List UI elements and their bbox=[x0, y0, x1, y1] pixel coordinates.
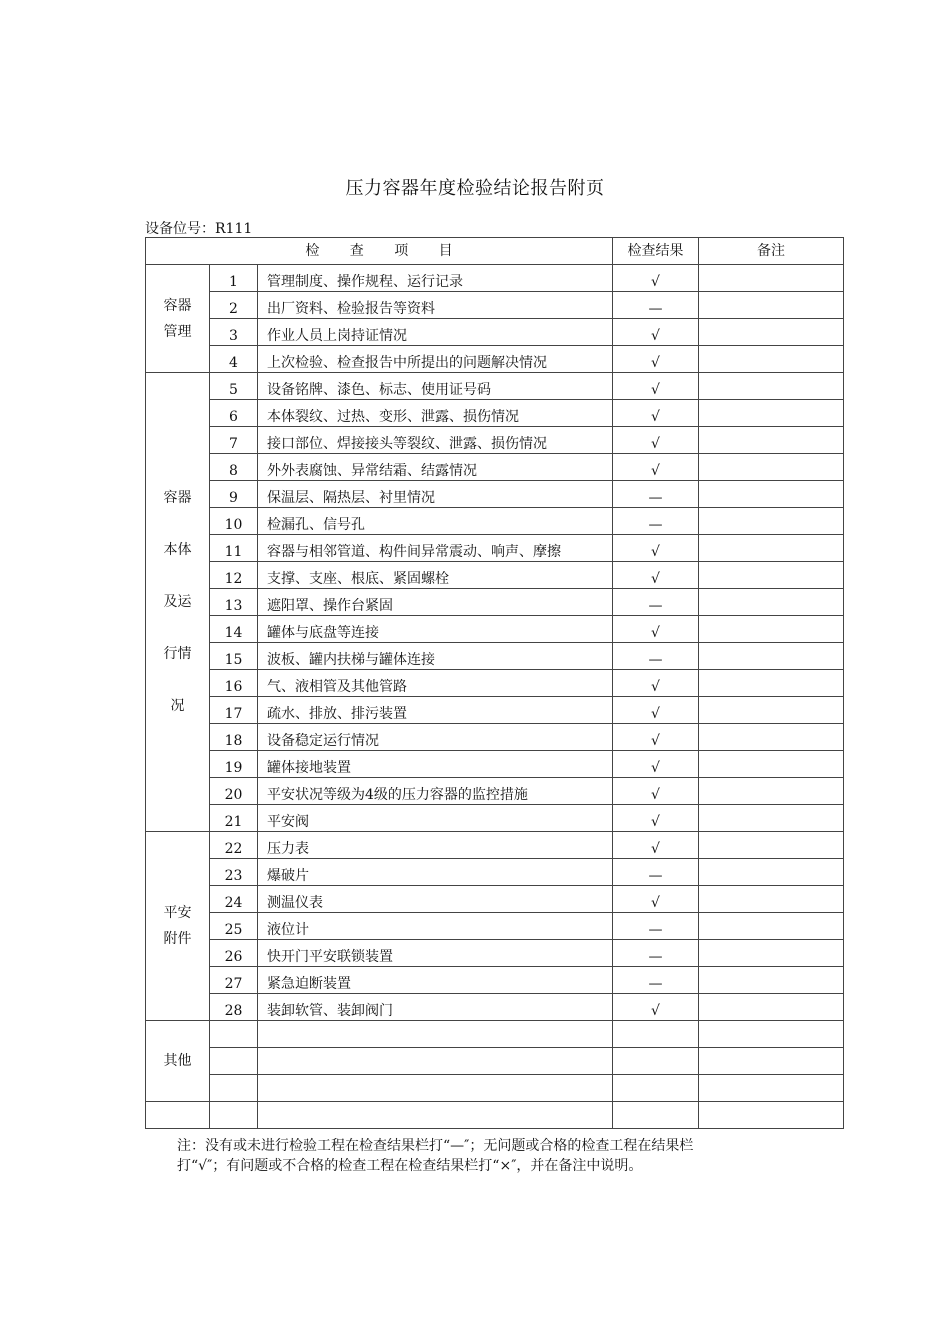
group-label-line: 其他 bbox=[163, 1053, 192, 1069]
item-result: √ bbox=[613, 670, 699, 697]
item-remark bbox=[699, 643, 844, 670]
table-row bbox=[146, 589, 844, 616]
footnote-line-2: 打“√″；有问题或不合格的检查工程在检查结果栏打“×″，并在备注中说明。 bbox=[177, 1158, 643, 1174]
table-row bbox=[146, 643, 844, 670]
group-label bbox=[146, 1021, 210, 1102]
item-remark bbox=[699, 562, 844, 589]
item-result: √ bbox=[613, 805, 699, 832]
item-number: 22 bbox=[210, 832, 258, 859]
item-number: 23 bbox=[210, 859, 258, 886]
inspection-table bbox=[145, 237, 844, 1129]
table-row bbox=[146, 535, 844, 562]
item-remark bbox=[699, 940, 844, 967]
group-label-line: 况 bbox=[170, 698, 185, 714]
table-row bbox=[146, 616, 844, 643]
item-description: 紧急迫断装置 bbox=[258, 967, 613, 994]
table-row bbox=[146, 481, 844, 508]
item-number: 27 bbox=[210, 967, 258, 994]
item-number: 18 bbox=[210, 724, 258, 751]
item-number: 28 bbox=[210, 994, 258, 1021]
item-description: 波板、罐内扶梯与罐体连接 bbox=[258, 643, 613, 670]
group-label-line: 附件 bbox=[163, 931, 192, 947]
item-result: — bbox=[613, 292, 699, 319]
header-remark: 备注 bbox=[699, 238, 844, 265]
item-remark bbox=[699, 1102, 844, 1129]
item-result bbox=[613, 1021, 699, 1048]
item-remark bbox=[699, 697, 844, 724]
item-remark bbox=[699, 427, 844, 454]
item-description: 快开门平安联锁装置 bbox=[258, 940, 613, 967]
item-remark bbox=[699, 994, 844, 1021]
item-result: √ bbox=[613, 265, 699, 292]
group-label-line: 行情 bbox=[163, 646, 192, 662]
header-item-label: 检 查 项 目 bbox=[305, 243, 453, 259]
item-number: 20 bbox=[210, 778, 258, 805]
item-description: 气、液相管及其他管路 bbox=[258, 670, 613, 697]
item-description: 罐体与底盘等连接 bbox=[258, 616, 613, 643]
item-number: 19 bbox=[210, 751, 258, 778]
item-number: 24 bbox=[210, 886, 258, 913]
item-result: √ bbox=[613, 778, 699, 805]
item-remark bbox=[699, 967, 844, 994]
item-result: √ bbox=[613, 886, 699, 913]
item-result bbox=[613, 1102, 699, 1129]
table-row bbox=[146, 940, 844, 967]
item-remark bbox=[699, 724, 844, 751]
table-row bbox=[146, 1021, 844, 1048]
item-remark bbox=[699, 616, 844, 643]
group-label-line: 平安 bbox=[163, 905, 192, 921]
item-result: — bbox=[613, 589, 699, 616]
item-description: 遮阳罩、操作台紧固 bbox=[258, 589, 613, 616]
item-description: 作业人员上岗持证情况 bbox=[258, 319, 613, 346]
item-result: √ bbox=[613, 562, 699, 589]
group-label bbox=[146, 832, 210, 1021]
item-number: 6 bbox=[210, 400, 258, 427]
item-description: 支撑、支座、根底、紧固螺栓 bbox=[258, 562, 613, 589]
item-description: 接口部位、焊接接头等裂纹、泄露、损伤情况 bbox=[258, 427, 613, 454]
group-label-line: 本体 bbox=[163, 542, 192, 558]
item-description: 测温仪表 bbox=[258, 886, 613, 913]
item-number: 17 bbox=[210, 697, 258, 724]
item-remark bbox=[699, 805, 844, 832]
item-number: 9 bbox=[210, 481, 258, 508]
item-remark bbox=[699, 1021, 844, 1048]
item-result: — bbox=[613, 859, 699, 886]
item-number bbox=[210, 1048, 258, 1075]
group-label-line: 及运 bbox=[163, 594, 192, 610]
group-label bbox=[146, 373, 210, 832]
item-description: 设备稳定运行情况 bbox=[258, 724, 613, 751]
item-description: 爆破片 bbox=[258, 859, 613, 886]
table-row bbox=[146, 400, 844, 427]
item-result: √ bbox=[613, 319, 699, 346]
table-row bbox=[146, 1102, 844, 1129]
item-number: 3 bbox=[210, 319, 258, 346]
table-row bbox=[146, 373, 844, 400]
item-number: 4 bbox=[210, 346, 258, 373]
item-number: 10 bbox=[210, 508, 258, 535]
item-result: √ bbox=[613, 994, 699, 1021]
table-row bbox=[146, 1075, 844, 1102]
header-result: 检查结果 bbox=[613, 238, 699, 265]
footnote bbox=[177, 1136, 797, 1176]
item-description: 疏水、排放、排污装置 bbox=[258, 697, 613, 724]
item-remark bbox=[699, 535, 844, 562]
item-result: √ bbox=[613, 832, 699, 859]
item-description: 保温层、隔热层、衬里情况 bbox=[258, 481, 613, 508]
item-remark bbox=[699, 400, 844, 427]
item-result: √ bbox=[613, 724, 699, 751]
item-number: 26 bbox=[210, 940, 258, 967]
table-row bbox=[146, 427, 844, 454]
item-remark bbox=[699, 859, 844, 886]
item-result: — bbox=[613, 913, 699, 940]
item-remark bbox=[699, 913, 844, 940]
table-row bbox=[146, 859, 844, 886]
group-label bbox=[146, 265, 210, 373]
item-description bbox=[258, 1102, 613, 1129]
item-remark bbox=[699, 373, 844, 400]
item-result: — bbox=[613, 940, 699, 967]
table-row bbox=[146, 346, 844, 373]
item-result: √ bbox=[613, 373, 699, 400]
item-remark bbox=[699, 751, 844, 778]
item-number: 25 bbox=[210, 913, 258, 940]
group-label-line: 管理 bbox=[163, 323, 192, 340]
item-remark bbox=[699, 508, 844, 535]
table-row bbox=[146, 967, 844, 994]
table-row bbox=[146, 913, 844, 940]
item-description: 本体裂纹、过热、变形、泄露、损伤情况 bbox=[258, 400, 613, 427]
group-label-line: 容器 bbox=[163, 490, 192, 506]
item-description: 外外表腐蚀、异常结霜、结露情况 bbox=[258, 454, 613, 481]
item-number: 5 bbox=[210, 373, 258, 400]
item-result: √ bbox=[613, 346, 699, 373]
table-row bbox=[146, 454, 844, 481]
table-row bbox=[146, 994, 844, 1021]
item-remark bbox=[699, 886, 844, 913]
item-description: 平安状况等级为4级的压力容器的监控措施 bbox=[258, 778, 613, 805]
group-label bbox=[146, 1102, 210, 1129]
item-description: 检漏孔、信号孔 bbox=[258, 508, 613, 535]
table-row bbox=[146, 724, 844, 751]
table-row bbox=[146, 292, 844, 319]
item-remark bbox=[699, 265, 844, 292]
table-header-row bbox=[146, 238, 844, 265]
table-row bbox=[146, 319, 844, 346]
item-description: 液位计 bbox=[258, 913, 613, 940]
item-description: 出厂资料、检验报告等资料 bbox=[258, 292, 613, 319]
item-result: √ bbox=[613, 427, 699, 454]
item-remark bbox=[699, 319, 844, 346]
item-result: — bbox=[613, 967, 699, 994]
item-remark bbox=[699, 1075, 844, 1102]
table-row bbox=[146, 778, 844, 805]
item-description: 上次检验、检查报告中所提出的问题解决情况 bbox=[258, 346, 613, 373]
table-row bbox=[146, 751, 844, 778]
item-description: 设备铭牌、漆色、标志、使用证号码 bbox=[258, 373, 613, 400]
table-row bbox=[146, 886, 844, 913]
header-item bbox=[146, 238, 613, 265]
item-remark bbox=[699, 292, 844, 319]
item-result: √ bbox=[613, 751, 699, 778]
table-row bbox=[146, 832, 844, 859]
page-title: 压力容器年度检验结论报告附页 bbox=[345, 178, 605, 199]
item-description: 装卸软管、装卸阀门 bbox=[258, 994, 613, 1021]
item-number: 7 bbox=[210, 427, 258, 454]
table-row bbox=[146, 265, 844, 292]
table-row bbox=[146, 1048, 844, 1075]
item-remark bbox=[699, 346, 844, 373]
device-number-label: 设备位号：R111 bbox=[145, 221, 253, 237]
item-result: √ bbox=[613, 454, 699, 481]
item-remark bbox=[699, 670, 844, 697]
item-number bbox=[210, 1102, 258, 1129]
item-result bbox=[613, 1075, 699, 1102]
item-result: √ bbox=[613, 616, 699, 643]
item-number: 8 bbox=[210, 454, 258, 481]
item-result: — bbox=[613, 643, 699, 670]
item-number: 12 bbox=[210, 562, 258, 589]
item-number bbox=[210, 1075, 258, 1102]
item-description bbox=[258, 1048, 613, 1075]
item-description: 容器与相邻管道、构件间异常震动、响声、摩擦 bbox=[258, 535, 613, 562]
item-remark bbox=[699, 454, 844, 481]
item-number: 14 bbox=[210, 616, 258, 643]
table-row bbox=[146, 508, 844, 535]
item-description: 压力表 bbox=[258, 832, 613, 859]
item-description: 管理制度、操作规程、运行记录 bbox=[258, 265, 613, 292]
item-number: 21 bbox=[210, 805, 258, 832]
table-row bbox=[146, 697, 844, 724]
item-result: √ bbox=[613, 400, 699, 427]
item-result: √ bbox=[613, 697, 699, 724]
item-number bbox=[210, 1021, 258, 1048]
item-number: 13 bbox=[210, 589, 258, 616]
table-row bbox=[146, 805, 844, 832]
item-remark bbox=[699, 1048, 844, 1075]
item-number: 11 bbox=[210, 535, 258, 562]
footnote-line-1: 注：没有或未进行检验工程在检查结果栏打“—″；无问题或合格的检查工程在结果栏 bbox=[177, 1138, 694, 1154]
table-row bbox=[146, 562, 844, 589]
item-number: 16 bbox=[210, 670, 258, 697]
item-result: — bbox=[613, 508, 699, 535]
table-row bbox=[146, 670, 844, 697]
item-result bbox=[613, 1048, 699, 1075]
item-number: 2 bbox=[210, 292, 258, 319]
item-description bbox=[258, 1075, 613, 1102]
item-description: 平安阀 bbox=[258, 805, 613, 832]
item-result: — bbox=[613, 481, 699, 508]
group-label-line: 容器 bbox=[163, 297, 192, 314]
item-remark bbox=[699, 832, 844, 859]
item-remark bbox=[699, 481, 844, 508]
item-remark bbox=[699, 589, 844, 616]
item-result: √ bbox=[613, 535, 699, 562]
item-number: 1 bbox=[210, 265, 258, 292]
item-remark bbox=[699, 778, 844, 805]
item-number: 15 bbox=[210, 643, 258, 670]
item-description bbox=[258, 1021, 613, 1048]
item-description: 罐体接地装置 bbox=[258, 751, 613, 778]
